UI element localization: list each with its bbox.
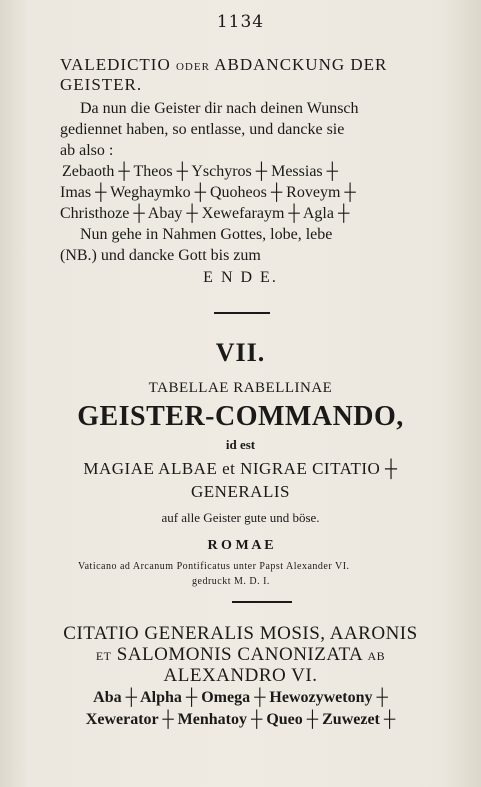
- romae-label: R O M A E: [207, 538, 274, 553]
- names-line: Xewerator ┼ Menhatoy ┼ Queo ┼ Zuwezet ┼: [85, 711, 396, 728]
- section-divider: [232, 601, 292, 603]
- citatio-line2: [0, 645, 481, 664]
- auf-alle-line: auf alle Geister gute und böse.: [161, 510, 320, 525]
- closing-line: (NB.) und dancke Gott bis zum: [60, 247, 261, 264]
- section-subtitle: TABELLAE RABELLINAE: [148, 380, 333, 396]
- citatio-ab: AB: [367, 649, 386, 663]
- citatio-et: ET: [95, 649, 112, 663]
- paragraph-line: gediennet haben, so entlasse, und dancke sie: [60, 121, 345, 138]
- magiae-line2: GENERALIS: [191, 482, 290, 501]
- names-line: Aba ┼ Alpha ┼ Omega ┼ Hewozywetony ┼: [93, 689, 388, 706]
- heading-word-oder: ODER: [175, 61, 210, 73]
- page-number: 1134: [216, 12, 265, 32]
- vaticano-line2: gedruckt M. D. I.: [192, 576, 270, 587]
- heading-word-valedictio: VALEDICTIO: [60, 55, 171, 74]
- id-est-label: id est: [225, 437, 256, 452]
- names-line: Christhoze ┼ Abay ┼ Xewefaraym ┼ Agla ┼: [60, 205, 350, 222]
- names-line: Zebaoth ┼ Theos ┼ Yschyros ┼ Messias ┼: [62, 163, 338, 180]
- names-line: Imas ┼ Weghaymko ┼ Quoheos ┼ Roveym ┼: [60, 184, 356, 201]
- section-divider: [214, 312, 270, 314]
- citatio-line3: ALEXANDRO VI.: [163, 665, 318, 686]
- paragraph-line: Da nun die Geister dir nach deinen Wunsch: [80, 100, 359, 117]
- section-title: GEISTER-COMMANDO,: [77, 401, 404, 432]
- ende-label: E N D E.: [203, 269, 278, 286]
- magiae-line1: MAGIAE ALBAE et NIGRAE CITATIO ┼: [83, 459, 398, 478]
- citatio-salomonis: SALOMONIS CANONIZATA: [116, 644, 363, 665]
- section-heading-line1: [60, 56, 387, 73]
- closing-line: Nun gehe in Nahmen Gottes, lobe, lebe: [80, 226, 333, 243]
- section-heading-line2: GEISTER.: [60, 75, 143, 94]
- heading-word-abdanckung: ABDANCKUNG DER: [214, 55, 388, 74]
- paragraph-line: ab also :: [60, 142, 114, 159]
- citatio-line1: CITATIO GENERALIS MOSIS, AARONIS: [63, 623, 418, 644]
- vaticano-line1: Vaticano ad Arcanum Pontificatus unter Papst Alexander VI.: [78, 561, 350, 572]
- section-numeral: VII.: [215, 338, 266, 367]
